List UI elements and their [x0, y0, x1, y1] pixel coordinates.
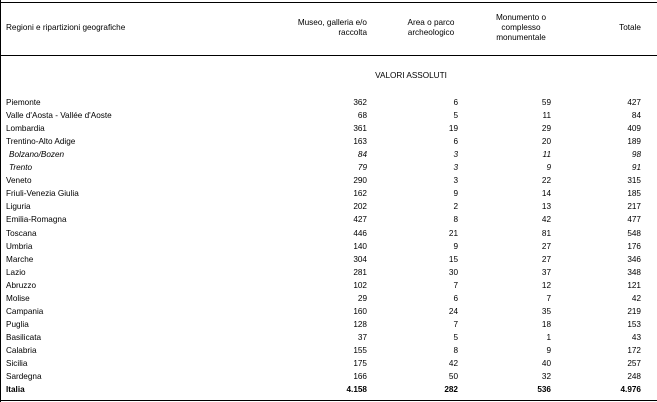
- cell-museo: 361: [353, 124, 367, 134]
- table-row: [1, 305, 657, 318]
- cell-museo: 128: [353, 319, 367, 329]
- cell-museo: 155: [353, 346, 367, 355]
- cell-museo: 37: [357, 332, 367, 342]
- cell-museo: 281: [353, 267, 367, 277]
- cell-area: 2: [453, 202, 458, 212]
- cell-museo: 446: [353, 228, 367, 238]
- cell-totale: 315: [627, 176, 641, 186]
- cell-area: 3: [453, 150, 458, 160]
- cell-monumento: 27: [541, 241, 551, 251]
- table-row: [1, 161, 657, 174]
- table-row: [1, 266, 657, 279]
- table-row: [1, 213, 657, 226]
- cell-totale: 409: [627, 124, 641, 134]
- cell-totale: 548: [627, 228, 641, 238]
- cell-museo: 102: [353, 280, 367, 290]
- header-rule: [1, 55, 657, 56]
- cell-totale: 43: [631, 332, 641, 342]
- header-region: Regioni e ripartizioni geografiche: [6, 23, 126, 32]
- cell-region: Valle d'Aosta - Vallée d'Aoste: [6, 111, 112, 120]
- header-monumento-line3: monumentale: [496, 33, 546, 42]
- cell-totale: 346: [627, 254, 641, 264]
- cell-area: 24: [448, 306, 458, 316]
- cell-area: 3: [453, 176, 458, 186]
- cell-area: 9: [453, 241, 458, 251]
- cell-area: 3: [453, 163, 458, 173]
- header-museo-line1: Museo, galleria e/o: [297, 18, 367, 27]
- cell-monumento: 59: [541, 98, 551, 107]
- header-museo: [267, 18, 367, 38]
- cell-totale: 172: [627, 346, 641, 355]
- cell-museo: 29: [357, 293, 367, 303]
- cell-region: Basilicata: [6, 332, 42, 342]
- cell-region: Campania: [6, 306, 44, 316]
- cell-museo: 4.158: [346, 385, 367, 395]
- cell-museo: 160: [353, 306, 367, 316]
- cell-totale: 257: [627, 359, 641, 368]
- cell-totale: 217: [627, 202, 641, 212]
- cell-area: 9: [453, 189, 458, 199]
- cell-area: 42: [448, 359, 458, 368]
- cell-region: Puglia: [6, 319, 29, 329]
- top-rule: [1, 2, 657, 3]
- cell-museo: 68: [357, 111, 367, 120]
- cell-monumento: 37: [541, 267, 551, 277]
- cell-monumento: 14: [541, 189, 551, 199]
- cell-museo: 175: [353, 359, 367, 368]
- cell-region: Sicilia: [6, 359, 28, 368]
- cell-region: Trentino-Alto Adige: [6, 137, 76, 147]
- header-totale: Totale: [619, 23, 641, 32]
- cell-totale: 42: [631, 293, 641, 303]
- cell-totale: 91: [631, 163, 641, 173]
- cell-monumento: 42: [541, 215, 551, 225]
- table-row: [1, 240, 657, 253]
- cell-area: 50: [448, 372, 458, 382]
- cell-monumento: 81: [541, 228, 551, 238]
- cell-museo: 290: [353, 176, 367, 186]
- cell-region: Emilia-Romagna: [6, 215, 67, 225]
- cell-region: Bolzano/Bozen: [9, 150, 65, 160]
- cell-area: 19: [448, 124, 458, 134]
- table-row: [1, 122, 657, 135]
- cell-totale: 477: [627, 215, 641, 225]
- table-row: [1, 109, 657, 122]
- table-row-total: [1, 383, 657, 396]
- cell-monumento: 27: [541, 254, 551, 264]
- cell-region: Toscana: [6, 228, 37, 238]
- cell-area: 8: [453, 215, 458, 225]
- table-row: [1, 331, 657, 344]
- cell-monumento: 1: [546, 332, 551, 342]
- table-row: [1, 227, 657, 240]
- cell-region: Veneto: [6, 176, 32, 186]
- cell-monumento: 9: [546, 163, 551, 173]
- cell-monumento: 20: [541, 137, 551, 147]
- header-monumento-line2: complesso: [501, 23, 541, 32]
- cell-monumento: 11: [542, 150, 551, 160]
- header-area-line2: archeologico: [407, 28, 455, 37]
- cell-totale: 84: [631, 111, 641, 120]
- header-museo-line2: raccolta: [338, 28, 367, 37]
- cell-museo: 202: [353, 202, 367, 212]
- cell-monumento: 536: [537, 385, 551, 395]
- cell-area: 21: [448, 228, 458, 238]
- cell-museo: 84: [357, 150, 367, 160]
- cell-area: 7: [453, 280, 458, 290]
- cell-museo: 140: [353, 241, 367, 251]
- table-row: [1, 148, 657, 161]
- cell-museo: 362: [353, 98, 367, 107]
- table-row: [1, 344, 657, 357]
- cell-totale: 121: [627, 280, 641, 290]
- table-row: [1, 357, 657, 370]
- cell-monumento: 22: [541, 176, 551, 186]
- cell-monumento: 7: [546, 293, 551, 303]
- cell-region: Italia: [6, 385, 25, 395]
- header-area-line1: Area o parco: [407, 18, 455, 27]
- cell-area: 5: [453, 111, 458, 120]
- cell-region: Friuli-Venezia Giulia: [6, 189, 79, 199]
- cell-museo: 79: [357, 163, 367, 173]
- cell-monumento: 13: [541, 202, 551, 212]
- cell-museo: 427: [353, 215, 367, 225]
- cell-area: 30: [448, 267, 458, 277]
- cell-totale: 219: [627, 306, 641, 316]
- cell-area: 6: [453, 137, 458, 147]
- table-row: [1, 318, 657, 331]
- cell-region: Lombardia: [6, 124, 45, 134]
- cell-totale: 189: [627, 137, 641, 147]
- cell-monumento: 18: [541, 319, 551, 329]
- cell-museo: 163: [353, 137, 367, 147]
- cell-region: Liguria: [6, 202, 31, 212]
- table-row: [1, 135, 657, 148]
- cell-monumento: 40: [541, 359, 551, 368]
- cell-region: Lazio: [6, 267, 26, 277]
- cell-region: Abruzzo: [6, 280, 37, 290]
- table-row: [1, 187, 657, 200]
- cell-monumento: 32: [541, 372, 551, 382]
- table-row: [1, 279, 657, 292]
- cell-monumento: 9: [546, 346, 551, 355]
- section-title: VALORI ASSOLUTI: [375, 71, 447, 80]
- cell-museo: 166: [353, 372, 367, 382]
- cell-totale: 4.976: [620, 385, 641, 395]
- cell-region: Calabria: [6, 346, 37, 355]
- cell-museo: 162: [353, 189, 367, 199]
- cell-totale: 176: [627, 241, 641, 251]
- cell-totale: 427: [627, 98, 641, 107]
- cell-area: 5: [453, 332, 458, 342]
- cell-region: Piemonte: [6, 98, 41, 107]
- table-row: [1, 200, 657, 213]
- cell-region: Sardegna: [6, 372, 42, 382]
- bottom-rule: [1, 400, 657, 401]
- cell-area: 15: [448, 254, 458, 264]
- cell-totale: 98: [631, 150, 641, 160]
- cell-totale: 248: [627, 372, 641, 382]
- cell-region: Umbria: [6, 241, 33, 251]
- cell-museo: 304: [353, 254, 367, 264]
- table-row: [1, 96, 657, 109]
- cell-area: 6: [453, 98, 458, 107]
- header-monumento-line1: Monumento o: [495, 13, 547, 22]
- header-monumento: [481, 13, 561, 43]
- table-row: [1, 370, 657, 383]
- cell-monumento: 29: [541, 124, 551, 134]
- table-row: [1, 253, 657, 266]
- cell-totale: 185: [627, 189, 641, 199]
- cell-monumento: 35: [541, 306, 551, 316]
- header-area: [391, 18, 471, 38]
- cell-area: 8: [453, 346, 458, 355]
- cell-area: 282: [444, 385, 458, 395]
- cell-totale: 153: [627, 319, 641, 329]
- cell-area: 6: [453, 293, 458, 303]
- cell-totale: 348: [627, 267, 641, 277]
- cell-monumento: 12: [541, 280, 551, 290]
- cell-monumento: 11: [542, 111, 551, 120]
- table-row: [1, 292, 657, 305]
- cell-region: Molise: [6, 293, 30, 303]
- cell-region: Marche: [6, 254, 34, 264]
- cell-area: 7: [453, 319, 458, 329]
- cell-region: Trento: [9, 163, 33, 173]
- table-row: [1, 174, 657, 187]
